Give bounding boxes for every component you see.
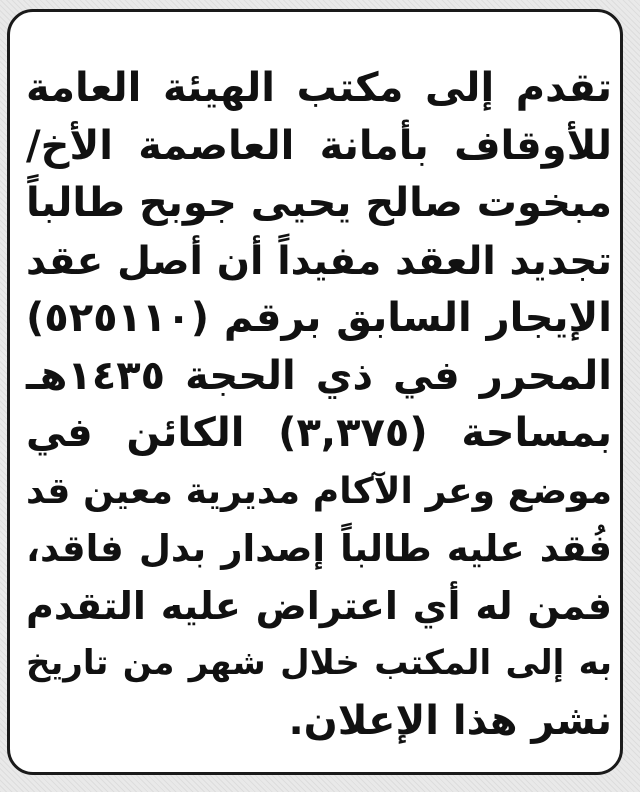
notice-line: به إلى المكتب خلال شهر من تاريخ — [26, 643, 612, 683]
notice-line: فُقد عليه طالباً إصدار بدل فاقد، — [26, 527, 612, 570]
notice-text — [26, 60, 612, 750]
notice-line: مبخوت صالح يحيى جوبح طالباً — [26, 180, 612, 226]
notice-line: المحرر في ذي الحجة ١٤٣٥هـ — [26, 352, 612, 399]
notice-line: موضع وعر الآكام مديرية معين قد — [26, 470, 612, 512]
notice-line: بمساحة (٣,٣٧٥) الكائن في — [26, 410, 612, 456]
notice-line: نشر هذا الإعلان. — [288, 697, 612, 744]
notice-line: تجديد العقد مفيداً أن أصل عقد — [26, 238, 612, 284]
notice-line: فمن له أي اعتراض عليه التقدم — [26, 583, 612, 628]
notice-line: تقدم إلى مكتب الهيئة العامة — [26, 65, 612, 111]
notice-line: الإيجار السابق برقم (٥٢٥١١٠) — [26, 295, 612, 341]
notice-line: للأوقاف بأمانة العاصمة الأخ/ — [26, 122, 612, 169]
